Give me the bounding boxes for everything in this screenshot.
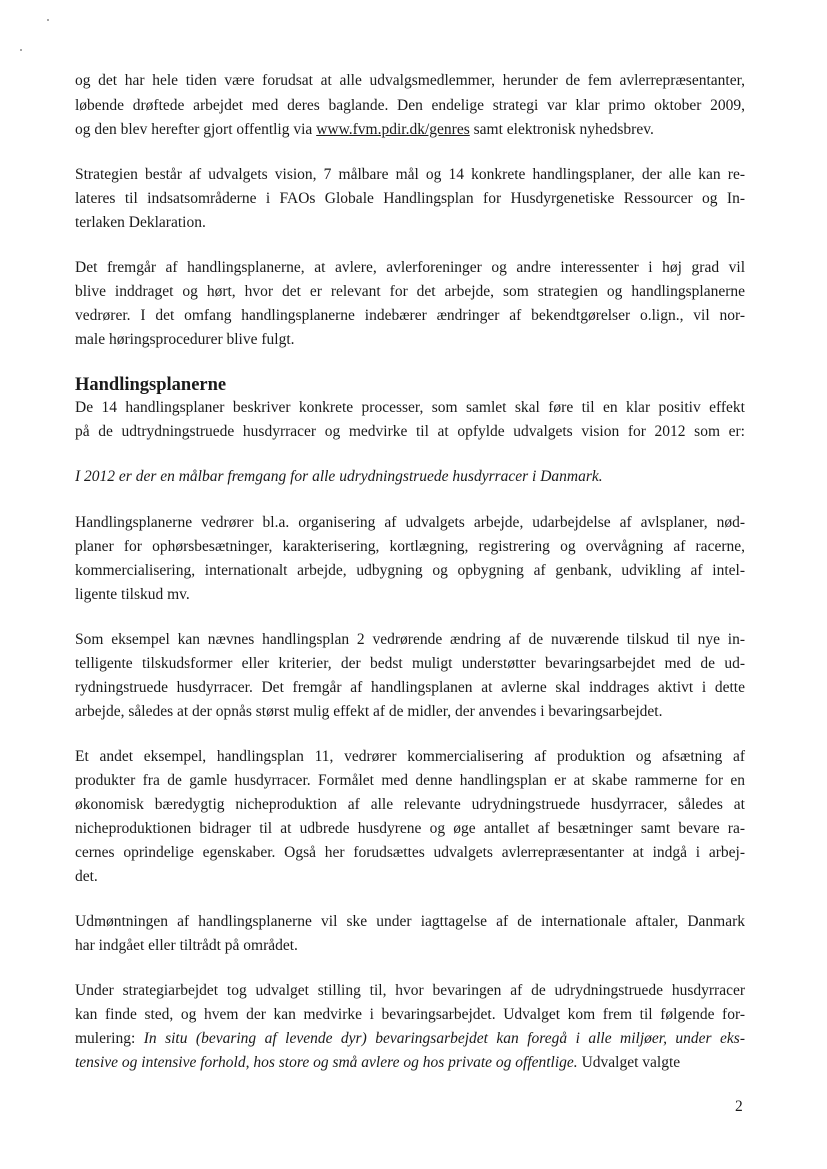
in-situ-definition: In situ (bevaring af levende dyr) bevaringsarbejdet kan foregå i alle miljøer, under eks-: [143, 1030, 745, 1047]
paragraph-3-line-4: male høringsprocedurer blive fulgt.: [75, 331, 295, 348]
paragraph-1-line-2: løbende drøftede arbejdet med deres baglande. Den endelige strategi var klar primo oktober 2009,: [75, 97, 745, 114]
paragraph-1-line-3: [75, 120, 654, 140]
paragraph-5-line-2: telligente tilskudsformer eller kriterier, der bedst muligt understøtter bevaringsarbejdet med de ud-: [75, 655, 745, 672]
paragraph-6-line-6: det.: [75, 868, 98, 885]
scan-speck: [20, 49, 22, 51]
paragraph-6-line-2: produkter fra de gamle husdyrracer. Formålet med denne handlingsplan er at skabe rammerne for en: [75, 772, 745, 789]
paragraph-7-line-1: Udmøntningen af handlingsplanerne vil ske under iagttagelse af de internationale aftaler, Danmark: [75, 913, 745, 930]
paragraph-4-line-1: Handlingsplanerne vedrører bl.a. organisering af udvalgets arbejde, udarbejdelse af avlsplaner, nød-: [75, 514, 745, 531]
paragraph-6-line-5: cernes oprindelige egenskaber. Også her forudsættes udvalgets avlerrepræsentanter at indgå i arbej-: [75, 844, 745, 861]
paragraph-4-line-3: kommercialisering, internationalt arbejde, udbygning og opbygning af genbank, udvikling af intel-: [75, 562, 745, 579]
vision-statement: I 2012 er der en målbar fremgang for alle udrydningstruede husdyrracer i Danmark.: [75, 468, 603, 485]
paragraph-8-line-4: [75, 1053, 680, 1073]
in-situ-definition-cont: tensive og intensive forhold, hos store og små avlere og hos private og offentlige.: [75, 1054, 578, 1071]
paragraph-1-line-1: og det har hele tiden være forudsat at alle udvalgsmedlemmer, herunder de fem avlerrepræsentanter,: [75, 72, 745, 89]
paragraph-4-line-4: ligente tilskud mv.: [75, 586, 190, 603]
paragraph-2-line-3: terlaken Deklaration.: [75, 214, 206, 231]
page-number: 2: [735, 1098, 743, 1115]
paragraph-5-line-3: rydningstruede husdyrracer. Det fremgår af handlingsplanen at avlerne skal inddrages aktivt i dette: [75, 679, 745, 696]
section-heading: Handlingsplanerne: [75, 375, 227, 395]
paragraph-2-line-1: Strategien består af udvalgets vision, 7 målbare mål og 14 konkrete handlingsplaner, der alle kan re-: [75, 166, 745, 183]
paragraph-3-line-3: vedrører. I det omfang handlingsplanerne indebærer ændringer af bekendtgørelser o.lign., vil nor-: [75, 307, 745, 324]
paragraph-6-line-3: økonomisk bæredygtig nicheproduktion af alle relevante udrydningstruede husdyrracer, således at: [75, 796, 745, 813]
scan-speck: [47, 19, 49, 21]
section-intro-line-1: De 14 handlingsplaner beskriver konkrete processer, som samlet skal føre til en klar positiv effekt: [75, 399, 745, 416]
paragraph-3-line-1: Det fremgår af handlingsplanerne, at avlere, avlerforeninger og andre interessenter i høj grad vil: [75, 259, 745, 276]
paragraph-1-text-after-link: samt elektronisk nyhedsbrev.: [469, 121, 654, 138]
paragraph-8-line-4-normal: Udvalget valgte: [577, 1054, 681, 1071]
paragraph-3-line-2: blive inddraget og hørt, hvor det er relevant for det arbejde, som strategien og handlingsplanerne: [75, 283, 745, 300]
paragraph-8-line-1: Under strategiarbejdet tog udvalget stilling til, hvor bevaringen af de udrydningstruede husdyrracer: [75, 982, 745, 999]
paragraph-8-line-3-normal: mulering:: [75, 1030, 144, 1047]
paragraph-1-text-before-link: og den blev herefter gjort offentlig via: [75, 121, 317, 138]
section-intro-line-2: på de udtrydningstruede husdyrracer og medvirke til at opfylde udvalgets vision for 2012 som er:: [75, 423, 745, 440]
paragraph-4-line-2: planer for ophørsbesætninger, karakterisering, kortlægning, registrering og overvågning af racerne,: [75, 538, 745, 555]
paragraph-7-line-2: har indgået eller tiltrådt på området.: [75, 937, 298, 954]
genres-website-link[interactable]: www.fvm.pdir.dk/genres: [316, 121, 470, 138]
paragraph-2-line-2: lateres til indsatsområderne i FAOs Globale Handlingsplan for Husdyrgenetiske Ressourcer og In-: [75, 190, 745, 207]
paragraph-8-line-3: [75, 1029, 745, 1049]
paragraph-6-line-1: Et andet eksempel, handlingsplan 11, vedrører kommercialisering af produktion og afsætning af: [75, 748, 745, 765]
paragraph-5-line-4: arbejde, således at der opnås størst mulig effekt af de midler, der anvendes i bevaringsarbejdet.: [75, 703, 663, 720]
paragraph-8-line-2: kan finde sted, og hvem der kan medvirke i bevaringsarbejdet. Udvalget kom frem til følgende for-: [75, 1006, 745, 1023]
paragraph-5-line-1: Som eksempel kan nævnes handlingsplan 2 vedrørende ændring af de nuværende tilskud til nye in-: [75, 631, 745, 648]
paragraph-6-line-4: nicheproduktionen bidrager til at udbrede husdyrene og øge antallet af besætninger samt bevare ra-: [75, 820, 745, 837]
